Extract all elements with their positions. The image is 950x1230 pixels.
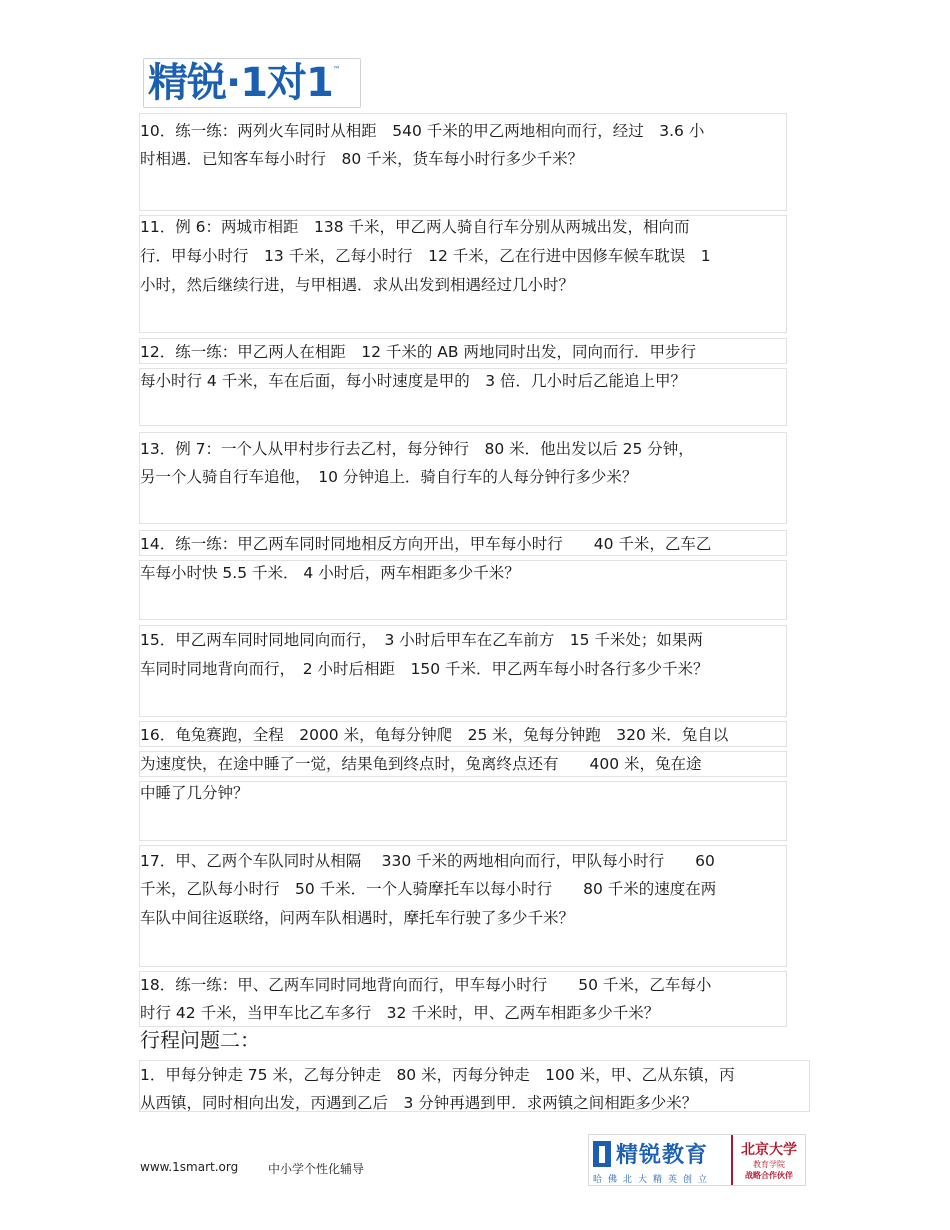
brand-slogan: 哈佛北大精英创立 <box>593 1175 714 1185</box>
section-title: 行程问题二： <box>140 1028 260 1052</box>
problem-1-line-1: 1．甲每分钟走 75 米，乙每分钟走 80 米，丙每分钟走 100 米，甲、乙从东镇，丙 <box>140 1066 735 1084</box>
problem-14-line-2: 车每小时快 5.5 千米． 4 小时后，两车相距多少千米？ <box>140 564 520 582</box>
footer-tagline: 中小学个性化辅导 <box>268 1162 365 1176</box>
problem-11-line-1: 11．例 6：两城市相距 138 千米，甲乙两人骑自行车分别从两城出发，相向而 <box>140 218 690 236</box>
partner-role: 战略合作伙伴 <box>745 1171 793 1180</box>
partner-name: 北京大学 <box>741 1142 797 1158</box>
problem-12-line-1: 12．练一练：甲乙两人在相距 12 千米的 AB 两地同时出发，同向而行．甲步行 <box>140 343 696 361</box>
footer-website: www.1smart.org <box>140 1160 239 1174</box>
problem-15-line-1: 15．甲乙两车同时同地同向而行， 3 小时后甲车在乙车前方 15 千米处；如果两 <box>140 631 703 649</box>
brand-name: 精锐教育 <box>616 1143 709 1168</box>
footer-brand-logo <box>588 1134 806 1186</box>
problem-10-line-2: 时相遇．已知客车每小时行 80 千米，货车每小时行多少千米？ <box>140 150 584 168</box>
partner-block <box>731 1135 805 1185</box>
problem-18-line-1: 18．练一练：甲、乙两车同时同地背向而行，甲车每小时行 50 千米，乙车每小 <box>140 976 712 994</box>
problem-17-line-3: 车队中间往返联络，问两车队相遇时，摩托车行驶了多少千米？ <box>140 909 575 927</box>
problem-11-line-3: 小时，然后继续行进，与甲相遇．求从出发到相遇经过几小时？ <box>140 276 575 294</box>
problem-18-line-2: 时行 42 千米，当甲车比乙车多行 32 千米时，甲、乙两车相距多少千米？ <box>140 1004 660 1022</box>
brand-mark-icon <box>593 1141 611 1167</box>
problem-16-line-2: 为速度快，在途中睡了一觉，结果龟到终点时，兔离终点还有 400 米，兔在途 <box>140 755 702 773</box>
problem-10-line-1: 10．练一练：两列火车同时从相距 540 千米的甲乙两地相向而行，经过 3.6 小 <box>140 122 705 140</box>
partner-school: 教育学院 <box>753 1160 785 1169</box>
logo-text: 精锐·1对1 <box>148 60 333 106</box>
brand-top <box>593 1138 727 1169</box>
problem-17-line-2: 千米，乙队每小时行 50 千米．一个人骑摩托车以每小时行 80 千米的速度在两 <box>140 880 717 898</box>
brand-block <box>589 1135 731 1185</box>
header-logo <box>143 58 361 108</box>
problem-12-line-2: 每小时行 4 千米，车在后面，每小时速度是甲的 3 倍．几小时后乙能追上甲？ <box>140 372 687 390</box>
problem-11-line-2: 行．甲每小时行 13 千米，乙每小时行 12 千米，乙在行进中因修车候车耽误 1 <box>140 247 711 265</box>
logo-trademark: ™ <box>332 65 341 74</box>
problem-17-line-1: 17．甲、乙两个车队同时从相隔 330 千米的两地相向而行，甲队每小时行 60 <box>140 852 715 870</box>
problem-1-line-2: 从西镇，同时相向出发，丙遇到乙后 3 分钟再遇到甲．求两镇之间相距多少米？ <box>140 1094 698 1112</box>
problem-13-line-2: 另一个人骑自行车追他， 10 分钟追上．骑自行车的人每分钟行多少米？ <box>140 468 638 486</box>
problem-13-line-1: 13．例 7：一个人从甲村步行去乙村，每分钟行 80 米．他出发以后 25 分钟， <box>140 440 694 458</box>
problem-16-line-1: 16．龟兔赛跑，全程 2000 米，龟每分钟爬 25 米，兔每分钟跑 320 米．兔自以 <box>140 726 729 744</box>
problem-14-line-1: 14．练一练：甲乙两车同时同地相反方向开出，甲车每小时行 40 千米，乙车乙 <box>140 535 712 553</box>
problem-15-line-2: 车同时同地背向而行， 2 小时后相距 150 千米．甲乙两车每小时各行多少千米？ <box>140 660 709 678</box>
problem-16-line-3: 中睡了几分钟？ <box>140 784 249 802</box>
